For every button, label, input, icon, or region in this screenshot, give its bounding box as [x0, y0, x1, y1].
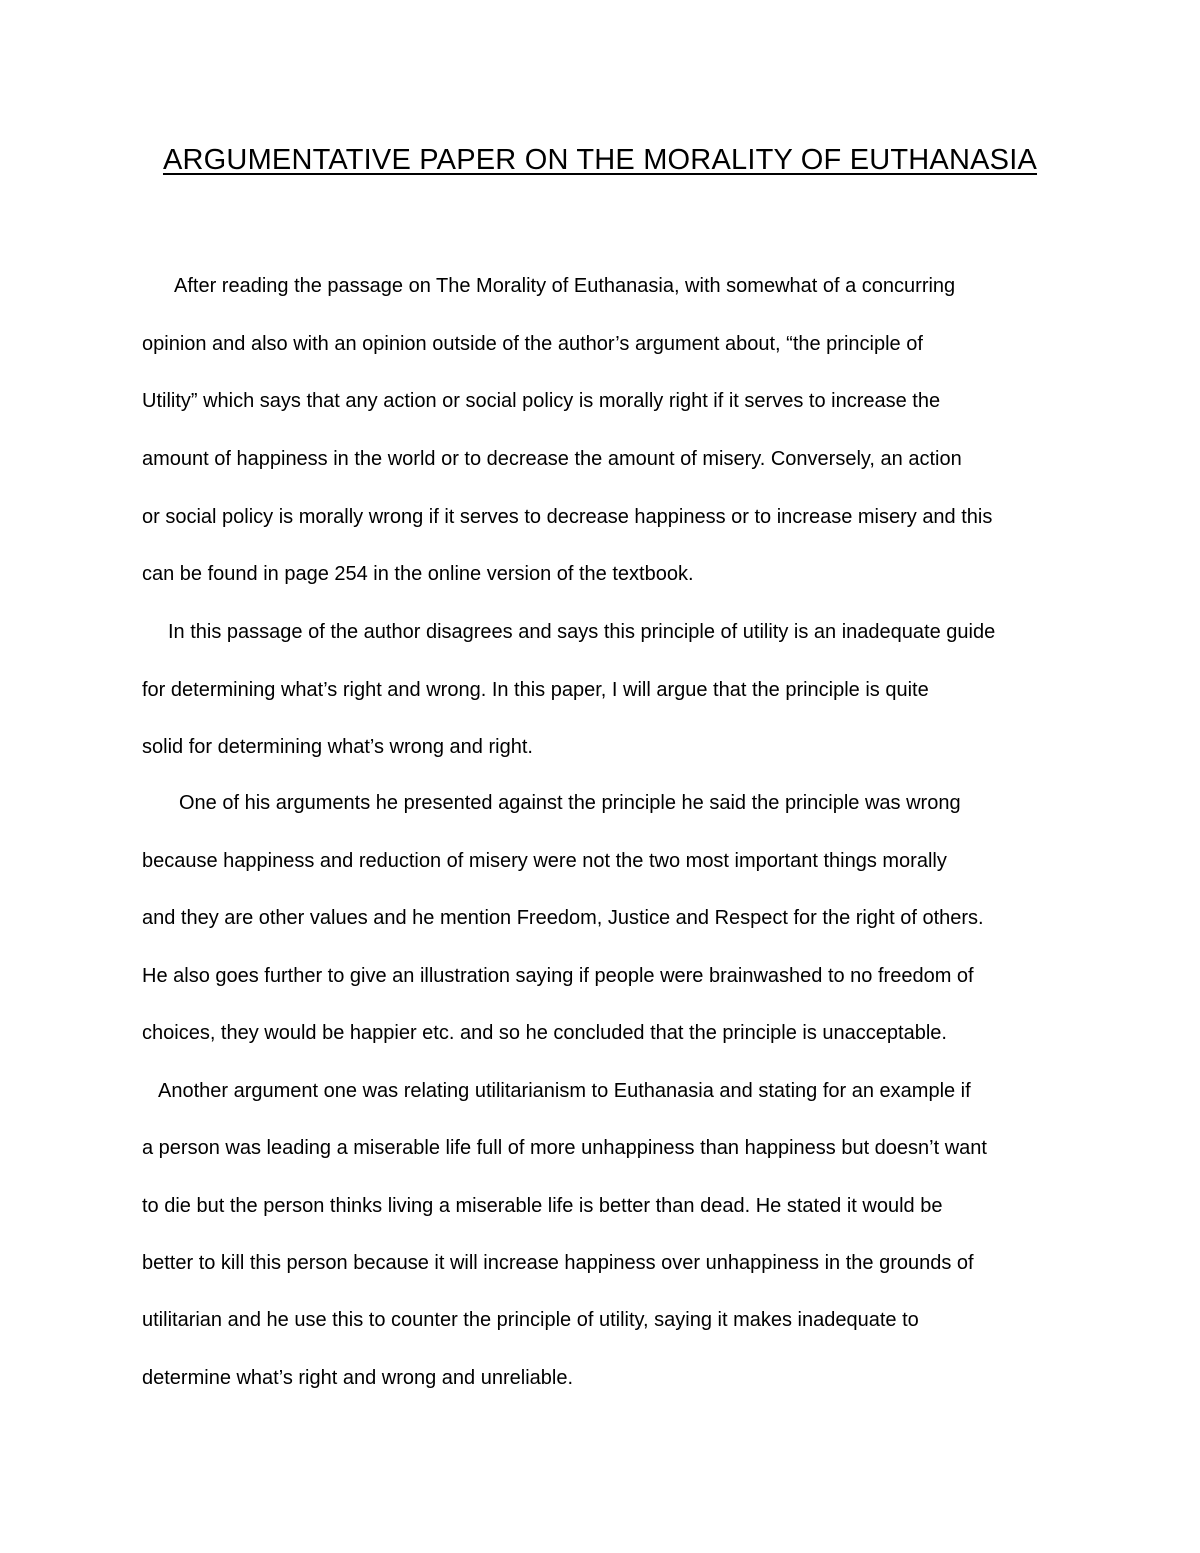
- paragraph-3-line-2: because happiness and reduction of misery were not the two most important things morally: [142, 850, 947, 872]
- paragraph-3-line-4: He also goes further to give an illustration saying if people were brainwashed to no freedom of: [142, 965, 974, 987]
- document-title: ARGUMENTATIVE PAPER ON THE MORALITY OF EUTHANASIA: [162, 144, 1038, 176]
- paragraph-1-line-6: can be found in page 254 in the online version of the textbook.: [142, 563, 694, 585]
- paragraph-4-line-5: utilitarian and he use this to counter the principle of utility, saying it makes inadequate to: [142, 1309, 919, 1331]
- paragraph-1-line-5: or social policy is morally wrong if it serves to decrease happiness or to increase misery and this: [142, 506, 993, 528]
- paragraph-1-line-4: amount of happiness in the world or to decrease the amount of misery. Conversely, an action: [142, 448, 962, 470]
- paragraph-1-line-3: Utility” which says that any action or social policy is morally right if it serves to increase the: [142, 390, 941, 412]
- paragraph-3-line-1: One of his arguments he presented against the principle he said the principle was wrong: [179, 792, 961, 814]
- paragraph-2-line-3: solid for determining what’s wrong and right.: [142, 736, 533, 758]
- paragraph-2-line-1: In this passage of the author disagrees and says this principle of utility is an inadequate guide: [168, 621, 996, 643]
- paragraph-3-line-5: choices, they would be happier etc. and so he concluded that the principle is unacceptable.: [142, 1022, 947, 1044]
- paragraph-4-line-4: better to kill this person because it will increase happiness over unhappiness in the grounds of: [142, 1252, 974, 1274]
- paragraph-2-line-2: for determining what’s right and wrong. In this paper, I will argue that the principle is quite: [142, 679, 929, 701]
- paragraph-1-line-2: opinion and also with an opinion outside of the author’s argument about, “the principle of: [142, 333, 923, 355]
- paragraph-1-line-1: After reading the passage on The Morality of Euthanasia, with somewhat of a concurring: [174, 275, 956, 297]
- paragraph-4-line-6: determine what’s right and wrong and unreliable.: [142, 1367, 574, 1389]
- paragraph-4-line-1: Another argument one was relating utilitarianism to Euthanasia and stating for an example if: [158, 1080, 971, 1102]
- paragraph-3-line-3: and they are other values and he mention Freedom, Justice and Respect for the right of others.: [142, 907, 984, 929]
- paragraph-4-line-3: to die but the person thinks living a miserable life is better than dead. He stated it would be: [142, 1195, 943, 1217]
- paragraph-4-line-2: a person was leading a miserable life full of more unhappiness than happiness but doesn’t want: [142, 1137, 987, 1159]
